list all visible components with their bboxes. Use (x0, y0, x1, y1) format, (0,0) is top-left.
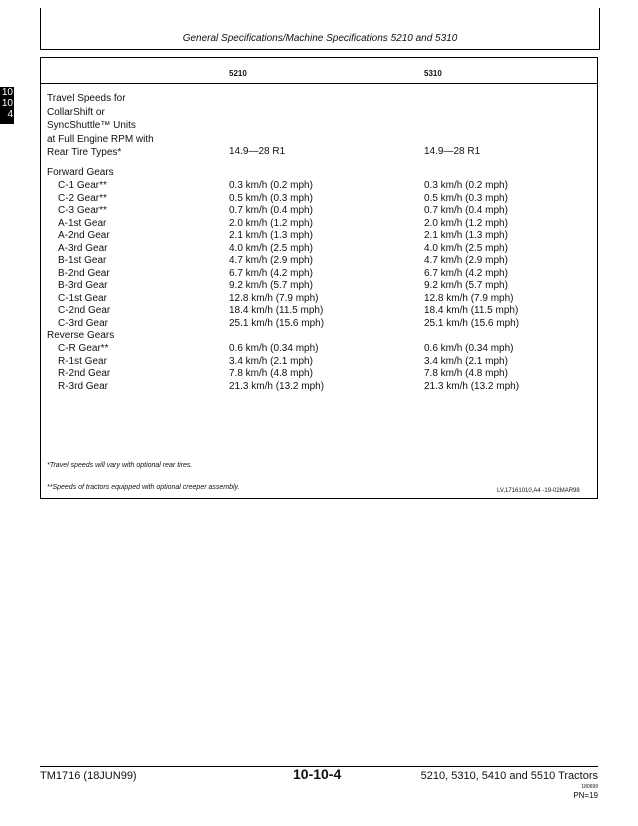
intro-line: Rear Tire Types* (47, 147, 122, 158)
speed-5310: 25.1 km/h (15.6 mph) (424, 317, 520, 329)
table-row (0, 180, 638, 193)
reverse-gears-heading: Reverse Gears (47, 330, 115, 341)
travel-speeds-intro (47, 92, 154, 160)
page-header-title: General Specifications/Machine Specifications 5210 and 5310 (182, 33, 458, 44)
table-row (0, 218, 638, 231)
table-row (0, 356, 638, 369)
speed-5310: 4.0 km/h (2.5 mph) (424, 242, 508, 254)
table-row (0, 268, 638, 281)
manual-id: TM1716 (18JUN99) (40, 770, 137, 782)
table-row (0, 243, 638, 256)
speed-5210: 2.1 km/h (1.3 mph) (229, 230, 313, 241)
gear-label: C-1st Gear (58, 292, 107, 304)
speed-5310: 0.3 km/h (0.2 mph) (424, 180, 508, 191)
speed-5210: 3.4 km/h (2.1 mph) (229, 355, 313, 367)
table-row (0, 305, 638, 318)
speed-5310: 18.4 km/h (11.5 mph) (424, 305, 519, 316)
section-tab-line: 4 (7, 109, 13, 120)
intro-line: SyncShuttle™ Units (47, 120, 136, 131)
pn-number: PN=19 (573, 791, 598, 800)
speed-5310: 2.1 km/h (1.3 mph) (424, 230, 508, 241)
speed-5210: 7.8 km/h (4.8 mph) (229, 368, 313, 379)
rear-tire-5210: 14.9—28 R1 (229, 146, 286, 157)
gear-label: B-1st Gear (58, 255, 107, 266)
speed-5310: 0.7 km/h (0.4 mph) (424, 205, 508, 216)
page-number: 10-10-4 (293, 766, 342, 782)
intro-line: CollarShift or (47, 106, 105, 118)
gear-label: A-1st Gear (58, 217, 107, 229)
gear-label: C-2 Gear** (58, 192, 107, 204)
speed-5210: 2.0 km/h (1.2 mph) (229, 217, 313, 229)
table-row (0, 381, 638, 394)
speed-5210: 0.3 km/h (0.2 mph) (229, 180, 313, 191)
section-tab-line: 10 (1, 98, 13, 109)
table-row (0, 280, 638, 293)
gear-label: B-3rd Gear (58, 280, 108, 291)
forward-gears-heading: Forward Gears (47, 167, 114, 178)
intro-line: at Full Engine RPM with (47, 133, 154, 145)
gear-label: B-2nd Gear (58, 267, 110, 279)
column-header-5210: 5210 (229, 69, 247, 78)
speed-5310: 4.7 km/h (2.9 mph) (424, 255, 508, 266)
speed-5210: 0.7 km/h (0.4 mph) (229, 205, 313, 216)
gear-label: R-1st Gear (58, 355, 107, 367)
speed-5210: 6.7 km/h (4.2 mph) (229, 267, 313, 279)
speed-5310: 9.2 km/h (5.7 mph) (424, 280, 508, 291)
table-row (0, 343, 638, 356)
header-rule (40, 83, 598, 84)
speed-5310: 7.8 km/h (4.8 mph) (424, 368, 508, 379)
speed-5210: 0.5 km/h (0.3 mph) (229, 192, 313, 204)
table-row (0, 230, 638, 243)
gear-label: R-3rd Gear (58, 380, 109, 392)
footnote-tires: *Travel speeds will vary with optional rear tires. (47, 462, 193, 469)
speed-5210: 4.0 km/h (2.5 mph) (229, 242, 313, 254)
table-row (0, 255, 638, 268)
speed-5210: 21.3 km/h (13.2 mph) (229, 380, 325, 392)
rear-tire-5310: 14.9—28 R1 (424, 146, 481, 157)
speed-5210: 25.1 km/h (15.6 mph) (229, 317, 325, 329)
gear-label: R-2nd Gear (58, 368, 111, 379)
speed-5310: 3.4 km/h (2.1 mph) (424, 355, 508, 367)
speed-5210: 18.4 km/h (11.5 mph) (229, 305, 324, 316)
section-tab (0, 87, 14, 124)
gear-label: C-3 Gear** (58, 205, 107, 216)
date-code: 180699 (581, 784, 598, 790)
speed-5310: 6.7 km/h (4.2 mph) (424, 267, 508, 279)
footnote-creeper: **Speeds of tractors equipped with optional creeper assembly. (47, 484, 240, 491)
table-row (0, 193, 638, 206)
forward-gear-rows (0, 180, 638, 330)
gear-label: C-1 Gear** (58, 180, 107, 191)
reverse-gear-rows (0, 343, 638, 393)
table-row (0, 318, 638, 331)
table-row (0, 368, 638, 381)
tractor-models: 5210, 5310, 5410 and 5510 Tractors (420, 770, 598, 782)
speed-5310: 2.0 km/h (1.2 mph) (424, 217, 508, 229)
speed-5210: 9.2 km/h (5.7 mph) (229, 280, 313, 291)
speed-5310: 0.6 km/h (0.34 mph) (424, 343, 514, 354)
column-header-5310: 5310 (424, 69, 442, 78)
gear-label: C-R Gear** (58, 343, 109, 354)
speed-5310: 21.3 km/h (13.2 mph) (424, 380, 520, 392)
section-tab-line: 10 (1, 87, 13, 98)
document-reference: LV,17161010,A4 -19-02MAR98 (497, 488, 580, 494)
gear-label: A-2nd Gear (58, 230, 110, 241)
gear-label: A-3rd Gear (58, 242, 108, 254)
speed-5310: 0.5 km/h (0.3 mph) (424, 192, 508, 204)
speed-5210: 4.7 km/h (2.9 mph) (229, 255, 313, 266)
speed-5210: 0.6 km/h (0.34 mph) (229, 343, 319, 354)
table-row (0, 205, 638, 218)
intro-line: Travel Speeds for (47, 93, 126, 104)
gear-label: C-3rd Gear (58, 317, 109, 329)
table-row (0, 293, 638, 306)
speed-5210: 12.8 km/h (7.9 mph) (229, 292, 319, 304)
speed-5310: 12.8 km/h (7.9 mph) (424, 292, 514, 304)
gear-label: C-2nd Gear (58, 305, 111, 316)
